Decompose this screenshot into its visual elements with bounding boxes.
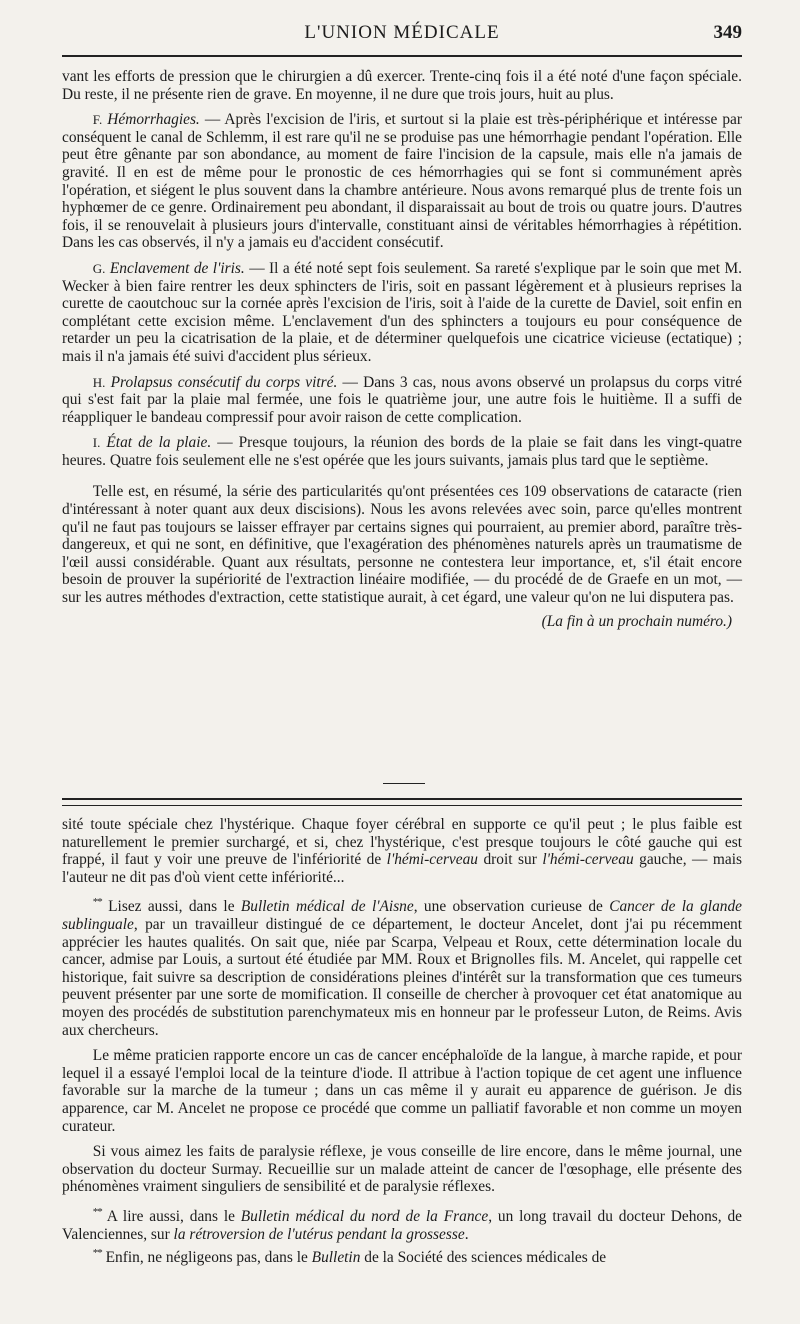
header-rule [62,55,742,57]
paragraph-continuation: vant les efforts de pression que le chirurgien a dû exercer. Trente-cinq fois il a été noté d'une façon spéciale. Du reste, il ne présente rien de grave. En moyenne, il ne dure que trois jours, huit au plus. [62,68,742,103]
text-run: Enfin, ne négligeons pas, dans le [101,1249,312,1267]
text-run: Bulletin médical de l'Aisne [240,898,414,916]
paragraph-cancer-sublingual [62,894,742,1039]
paragraph-enclavement [62,260,742,366]
paragraph-conclusion: Telle est, en résumé, la série des particularités qu'ont présentées ces 109 observations de cataracte (rien d'intéressant à noter quant aux deux discisions). Nous les avons relevées avec soin, parce qu'elles montrent qu'il ne faut pas toujours se laisser effrayer par certains signes qui pourraient, au premier abord, paraître très-dangereux, et qui ne sont, en définitive, que l'exagération des phénomènes naturels après un traumatisme de l'œil aussi considérable. Quant aux résultats, personne ne contestera leur importance, et, s'il était encore besoin de prouver la supériorité de l'extraction linéaire modifiée, — du procédé de de Graefe en un mot, — sur les autres méthodes d'extraction, cette statistique aurait, à cet égard, une valeur qu'on ne lui disputera pas. [62,483,742,607]
text-run: Bulletin médical du nord de la France [240,1208,489,1226]
running-head [62,22,742,48]
feuilleton-separator [62,798,742,806]
section-text: — Il a été noté sept fois seulement. Sa rareté s'explique par le soin que met M. Wecker à bien faire rentrer les deux sphincters de l'iris, soit en passant légèrement et à plusieurs reprises la curette de caoutchouc sur la cornée après l'excision de l'iris, soit à l'aide de la curette de Daviel, soit enfin en complétant cette excision même. L'enclavement d'un des sphincters a toujours eu pour conséquence de retarder un peu la cicatrisation de la plaie, et de déterminer quelquefois une cicatrice vicieuse (ectatique) ; mais il n'a jamais été suivi d'accident plus sérieux. [62,259,742,365]
text-run: , par un travailleur distingué de ce département, le docteur Ancelet, dont j'ai pu récemment apprécier les hautes qualités. On sait que, niée par Scarpa, Velpeau et Roux, cette détermination locale du cancer, admise par Louis, a surtout été étudiée par MM. Roux et Brignolles fils. M. Ancelet, qui rappelle cet historique, fait suivre sa description de considérations pleines d'intérêt sur la transformation que ces tumeurs peuvent présenter par une sorte de momification. Il conseille de chercher à provoquer cet état anatomique au moyen des procédés de substitution parenchymateux mis en honneur par le professeur Luton, de Reims. Avis aux chercheurs. [62,916,742,1039]
journal-title: L'UNION MÉDICALE [304,22,500,43]
asterism-icon: ** [92,1247,102,1260]
text-run: Lisez aussi, dans le [101,898,241,916]
article-upper [62,68,742,630]
section-letter: F. [92,112,103,128]
paragraph-hysterique [62,816,742,886]
paragraph-cancer-langue: Le même praticien rapporte encore un cas de cancer encéphaloïde de la langue, à marche rapide, et pour lequel il a essayé l'emploi local de la teinture d'iode. Il attribue à l'action topique de cet agent une influence favorable sur la marche de la tumeur ; dans un cas même il y aurait eu apparence de guérison. Je dis apparence, car M. Ancelet ne propose ce procédé que comme un palliatif favorable et non comme un moyen curateur. [62,1047,742,1135]
section-text: — Dans 3 cas, nous avons observé un prolapsus du corps vitré qui s'est fait par la plaie mal fermée, une fois le quatrième jour, une autre fois le huitième. Il a suffi de réappliquer le bandeau compressif pour avoir raison de cette complication. [62,373,742,426]
end-rule [383,783,425,784]
asterism-icon: ** [92,896,102,909]
section-text: — Presque toujours, la réunion des bords de la plaie se fait dans les vingt-quatre heures. Quatre fois seulement elle ne s'est opérée que les jours suivants, jamais plus tard que le septième. [62,434,742,469]
text-run: la rétroversion de l'utérus pendant la grossesse [173,1225,465,1243]
section-letter: G. [92,260,106,276]
text-run: Bulletin [311,1249,361,1267]
text-run: l'hémi-cerveau [386,851,478,869]
text-run: Cancer de la glande sublinguale [62,898,742,934]
paragraph-etat-plaie [62,434,742,469]
text-run: gauche, — mais l'auteur ne dit pas d'où vient cette infériorité... [62,851,742,886]
text-run: sité toute spéciale chez l'hystérique. Chaque foyer cérébral en supporte ce qu'il peut ; le plus faible est naturellement le premier surchargé, et si, chez l'hystérique, c'est presque toujours le côté gauche qui est frappé, il faut y voir une preuve de l'infériorité de [62,816,742,869]
page-number: 349 [713,22,742,43]
paragraph-hemorrhagies [62,111,742,252]
section-letter: H. [92,374,106,390]
section-letter: I. [92,435,101,451]
paragraph-bulletin [62,1245,742,1267]
section-title: Hémorrhagies. [107,111,200,129]
paragraph-prolapsus [62,374,742,427]
text-run: l'hémi-cerveau [542,851,634,869]
text-run: A lire aussi, dans le [101,1208,241,1226]
text-run: , une observation curieuse de [413,898,610,916]
section-text: — Après l'excision de l'iris, et surtout si la plaie est très-périphérique et intéresse par conséquent le canal de Schlemm, il est rare qu'il ne se produise pas une hémorrhagie pendant l'opération. Elle peut être gênante par son abondance, au moment de faire l'incision de la capsule, mais elle n'a jamais de gravité. Il en est de même pour le pronostic de ces hémorrhagies qui se font si communément après l'opération, et siégent le plus souvent dans la chambre antérieure. Nous avons remarqué plus de trente fois un hyphœmer de ce genre. Ordinairement peu abondant, il disparaissait au bout de trois ou quatre jours. D'autres fois, il se renouvelait à plusieurs jours d'intervalle, constituant ainsi de véritables hémorrhagies à répétition. Dans les cas observés, il n'y a jamais eu d'accident consécutif. [62,111,742,252]
paragraph-paralysie: Si vous aimez les faits de paralysie réflexe, je vous conseille de lire encore, dans le même journal, une observation du docteur Surmay. Recueillie sur un malade atteint de cancer de l'œsophage, elle présente des phénomènes vraiment singuliers de sensibilité et de paralysie réflexes. [62,1143,742,1196]
text-run: de la Société des sciences médicales de [360,1249,607,1267]
asterism-icon: ** [92,1206,102,1218]
section-title: État de la plaie. [106,434,212,452]
section-title: Prolapsus consécutif du corps vitré. [110,373,338,391]
paragraph-retroversion [62,1204,742,1243]
text-run: , un long travail du docteur Dehons, de Valenciennes, sur [62,1208,742,1243]
text-run: droit sur [478,851,543,869]
section-title: Enclavement de l'iris. [109,259,245,277]
to-be-continued: (La fin à un prochain numéro.) [541,612,732,630]
text-run: . [464,1225,469,1243]
article-lower [62,816,742,1267]
